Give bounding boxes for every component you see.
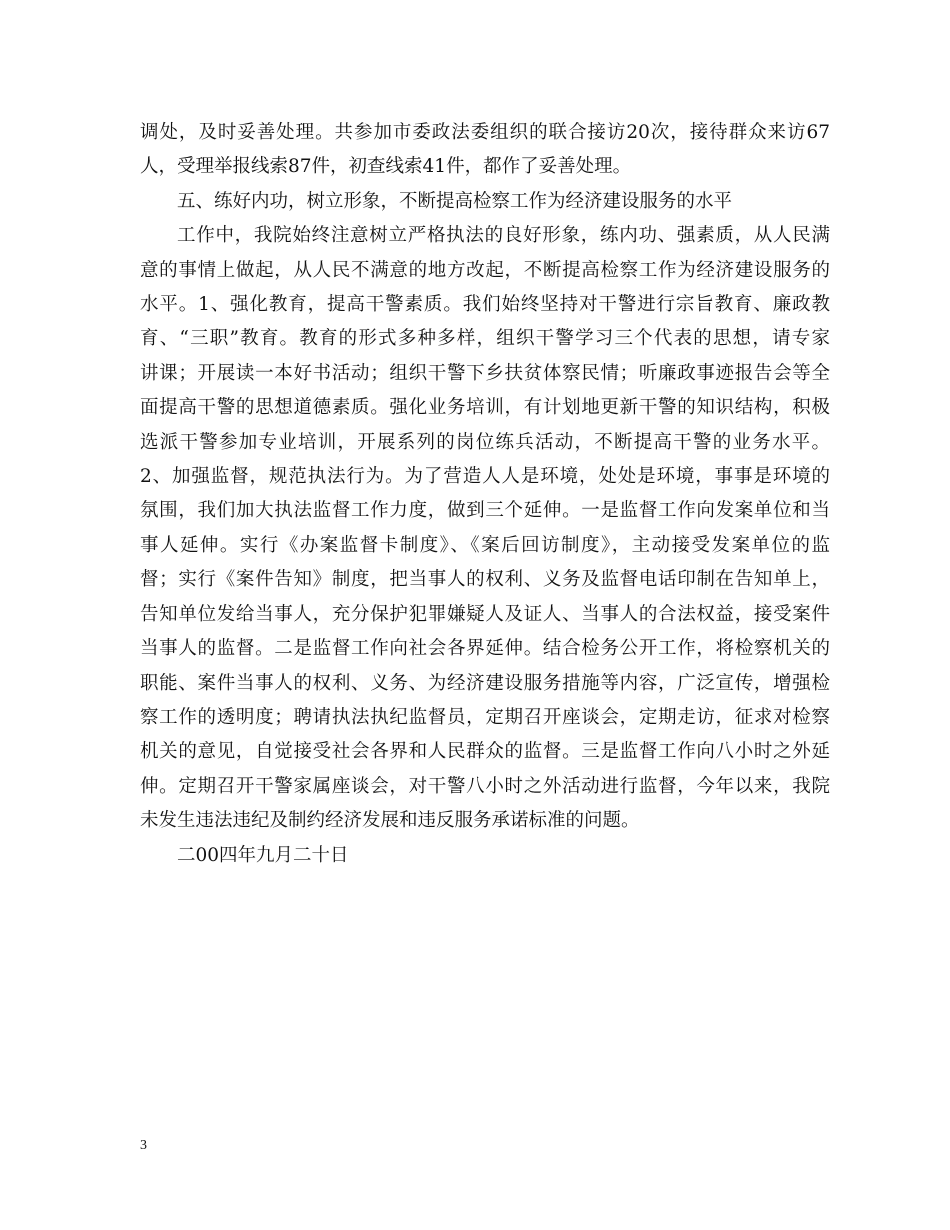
section-heading-text: 五、练好内功，树立形象，不断提高检察工作为经济建设服务的水平	[177, 190, 733, 212]
section-heading	[140, 185, 830, 219]
text-line: 调处，及时妥善处理。共参加市委政法委组织的联合接访20次，接待群众来访67	[140, 122, 830, 143]
page-number: 3	[140, 1138, 147, 1153]
text-line: 工作中，我院始终注意树立严格执法的良好形象，练内功、强素质，从人民满	[177, 225, 830, 247]
text-line: 意的事情上做起，从人民不满意的地方改起，不断提高检察工作为经济建设服务的	[140, 259, 830, 281]
text-line: 机关的意见，自觉接受社会各界和人民群众的监督。三是监督工作向八小时之外延	[140, 741, 830, 763]
text-line: 职能、案件当事人的权利、义务、为经济建设服务措施等内容，广泛宣传，增强检	[140, 672, 830, 694]
text-line: 讲课；开展读一本好书活动；组织干警下乡扶贫体察民情；听廉政事迹报告会等全	[140, 362, 830, 384]
text-line: 未发生违法违纪及制约经济发展和违反服务承诺标准的问题。	[140, 810, 640, 832]
text-line: 选派干警参加专业培训，开展系列的岗位练兵活动，不断提高干警的业务水平。	[140, 431, 830, 453]
text-line: 伸。定期召开干警家属座谈会，对干警八小时之外活动进行监督，今年以来，我院	[140, 775, 830, 797]
text-line: 育、“三职”教育。教育的形式多种多样，组织干警学习三个代表的思想，请专家	[140, 328, 830, 350]
date-text: 二00四年九月二十日	[177, 844, 349, 866]
text-line: 人，受理举报线索87件，初查线索41件，都作了妥善处理。	[140, 156, 632, 178]
continued-paragraph	[140, 116, 830, 185]
text-line: 察工作的透明度；聘请执法执纪监督员，定期召开座谈会，定期走访，征求对检察	[140, 706, 830, 728]
text-line: 氛围，我们加大执法监督工作力度，做到三个延伸。一是监督工作向发案单位和当	[140, 500, 830, 522]
date-line	[140, 839, 830, 873]
document-body	[140, 116, 830, 873]
text-line: 督；实行《案件告知》制度，把当事人的权利、义务及监督电话印制在告知单上，	[140, 569, 830, 591]
text-line: 告知单位发给当事人，充分保护犯罪嫌疑人及证人、当事人的合法权益，接受案件	[140, 603, 830, 625]
text-line: 水平。1、强化教育，提高干警素质。我们始终坚持对干警进行宗旨教育、廉政教	[140, 294, 830, 316]
text-line: 事人延伸。实行《办案监督卡制度》、《案后回访制度》，主动接受发案单位的监	[140, 534, 830, 556]
main-paragraph	[140, 219, 830, 838]
text-line: 当事人的监督。二是监督工作向社会各界延伸。结合检务公开工作，将检察机关的	[140, 638, 830, 660]
text-line: 2、加强监督，规范执法行为。为了营造人人是环境，处处是环境，事事是环境的	[140, 466, 830, 488]
text-line: 面提高干警的思想道德素质。强化业务培训，有计划地更新干警的知识结构，积极	[140, 397, 830, 419]
